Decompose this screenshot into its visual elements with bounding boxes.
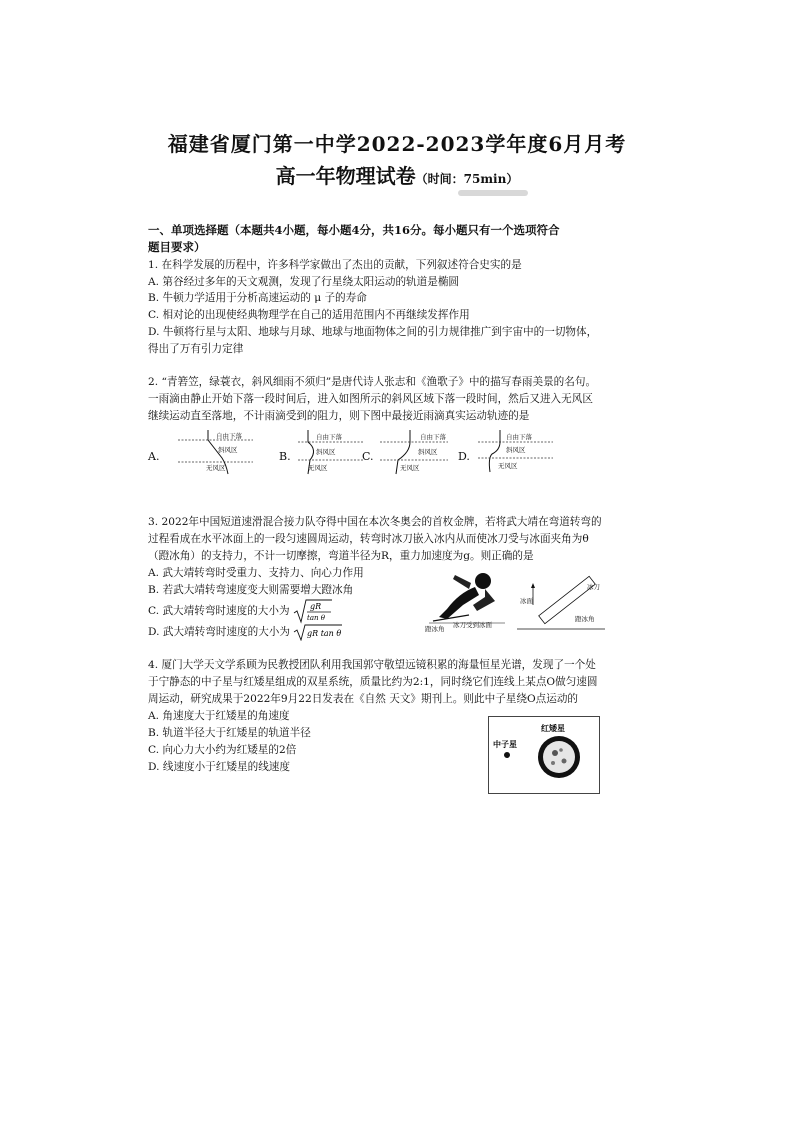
q3-stem-line2: 过程看成在水平冰面上的一段匀速圆周运动，转弯时冰刀嵌入冰内从而使冰刀受与冰面夹角为θ — [148, 533, 589, 545]
exam-title: 福建省厦门第一中学2022-2023学年度6月月考 — [167, 132, 627, 156]
q1-option-d: D. 牛顿将行星与太阳、地球与月球、地球与地面物体之间的引力规律推广到宇宙中的一切物体， — [148, 326, 598, 338]
q1-stem: 1. 在科学发展的历程中，许多科学家做出了杰出的贡献，下列叙述符合史实的是 — [148, 259, 522, 271]
blade-force-diagram — [517, 576, 605, 629]
q2-option-a-label: A. — [148, 450, 160, 463]
q3-option-d-formula — [293, 623, 343, 641]
q3-c-numerator: gR — [309, 602, 322, 611]
q3-option-c-formula — [293, 598, 333, 624]
q4-option-c: C. 向心力大小约为红矮星的2倍 — [148, 744, 297, 756]
skater-illustration — [425, 573, 505, 633]
q2-stem-line3: 继续运动直至落地，不计雨滴受到的阻力，则下图中最接近雨滴真实运动轨迹的是 — [148, 410, 530, 422]
q2-trajectory-figures — [148, 428, 648, 478]
q3-fig-label-left-b: 冰刀受到冰面 — [453, 621, 492, 629]
exam-subtitle — [0, 160, 794, 189]
q2-stem-line2: 一雨滴由静止开始下落一段时间后，进入如图所示的斜风区域下落一段时间，然后又进入无风区 — [148, 393, 593, 405]
q2-option-b-label: B. — [279, 450, 291, 463]
q3-option-b: B. 若武大靖转弯速度变大则需要增大蹬冰角 — [148, 584, 354, 596]
q3-option-c — [148, 598, 333, 624]
q3-option-d-text: D. 武大靖转弯时速度的大小为 — [148, 626, 290, 638]
q3-figure — [425, 565, 625, 635]
q2-option-d-label: D. — [458, 450, 470, 463]
q3-figure-svg — [425, 565, 625, 635]
q4-stem-line3: 周运动，研究成果于2022年9月22日发表在《自然 天文》期刊上。则此中子星绕O点运动的 — [148, 693, 579, 705]
q2-a-free-fall-label: 自由下落 — [216, 432, 242, 440]
neutron-star-icon — [504, 752, 510, 758]
subject-title: 高一年物理试卷 — [275, 164, 416, 188]
q3-d-radicand: gR tan θ — [307, 629, 342, 638]
q4-option-b: B. 轨道半径大于红矮星的轨道半径 — [148, 727, 311, 739]
q1-option-b: B. 牛顿力学适用于分析高速运动的 μ 子的寿命 — [148, 292, 367, 304]
section-heading-cont: 题目要求） — [148, 240, 206, 254]
q2-c-wind-label: 斜风区 — [418, 448, 438, 456]
q2-stem-line1: 2. “青箬笠，绿蓑衣，斜风细雨不须归”是唐代诗人张志和《渔歌子》中的描写春雨美景的名句。 — [148, 376, 597, 388]
q2-figure-d — [478, 430, 553, 472]
q4-neutron-star-label: 中子星 — [493, 739, 517, 749]
q4-figure-svg — [489, 717, 599, 793]
q4-binary-star-figure — [488, 716, 600, 794]
red-dwarf-icon — [538, 736, 580, 778]
q1-option-a: A. 第谷经过多年的天文观测，发现了行星绕太阳运动的轨道是椭圆 — [148, 276, 460, 288]
q2-b-free-fall-label: 自由下落 — [316, 433, 342, 441]
q4-stem-line1: 4. 厦门大学天文学系顾为民教授团队利用我国郭守敬望远镜积累的海量恒星光谱，发现了一个处 — [148, 659, 596, 671]
q2-d-no-wind-label: 无风区 — [498, 462, 518, 470]
q2-a-no-wind-label: 无风区 — [206, 464, 226, 472]
q3-fig-label-ice: 冰面 — [520, 597, 533, 605]
q4-option-d: D. 线速度小于红矮星的线速度 — [148, 761, 290, 773]
q3-option-d — [148, 623, 343, 641]
q1-option-c: C. 相对论的出现使经典物理学在自己的适用范围内不再继续发挥作用 — [148, 309, 470, 321]
q2-c-no-wind-label: 无风区 — [400, 464, 420, 472]
q2-a-wind-label: 斜风区 — [218, 446, 238, 454]
q3-option-a: A. 武大靖转弯时受重力、支持力、向心力作用 — [148, 567, 364, 579]
q2-b-wind-label: 斜风区 — [316, 448, 336, 456]
q2-c-free-fall-label: 自由下落 — [420, 433, 446, 441]
q2-figure-a — [178, 430, 253, 474]
q2-figure-c — [380, 430, 448, 474]
q4-red-dwarf-label: 红矮星 — [541, 723, 565, 733]
scan-smudge — [458, 190, 528, 196]
q3-fig-label-left-a: 蹬冰角 — [425, 625, 445, 633]
q3-c-denominator: tan θ — [306, 614, 325, 622]
q4-stem-line2: 于宁静态的中子星与红矮星组成的双星系统，质量比约为2:1，同时绕它们连线上某点O做匀速圆 — [148, 676, 598, 688]
q2-d-free-fall-label: 自由下落 — [506, 433, 532, 441]
q1-option-d-cont: 得出了万有引力定律 — [148, 343, 244, 355]
q2-option-c-label: C. — [362, 450, 374, 463]
q3-fig-label-skate: 冰刀 — [587, 583, 600, 591]
exam-duration: （时间：75min） — [415, 172, 519, 186]
section-heading: 一、单项选择题（本题共4小题，每小题4分，共16分。每小题只有一个选项符合 — [148, 223, 560, 237]
q3-stem-line1: 3. 2022年中国短道速滑混合接力队夺得中国在本次冬奥会的首枚金牌，若将武大靖在弯道转弯的 — [148, 516, 602, 528]
q2-b-no-wind-label: 无风区 — [308, 464, 328, 472]
q2-d-wind-label: 斜风区 — [506, 446, 526, 454]
q3-fig-label-angle: 蹬冰角 — [575, 615, 595, 623]
q3-option-c-text: C. 武大靖转弯时速度的大小为 — [148, 605, 290, 617]
q3-stem-line3: （蹬冰角）的支持力，不计一切摩擦，弯道半径为R，重力加速度为g。则正确的是 — [148, 550, 534, 562]
q4-option-a: A. 角速度大于红矮星的角速度 — [148, 710, 290, 722]
q2-figure-b — [298, 430, 363, 474]
q2-figures-svg — [148, 428, 648, 478]
